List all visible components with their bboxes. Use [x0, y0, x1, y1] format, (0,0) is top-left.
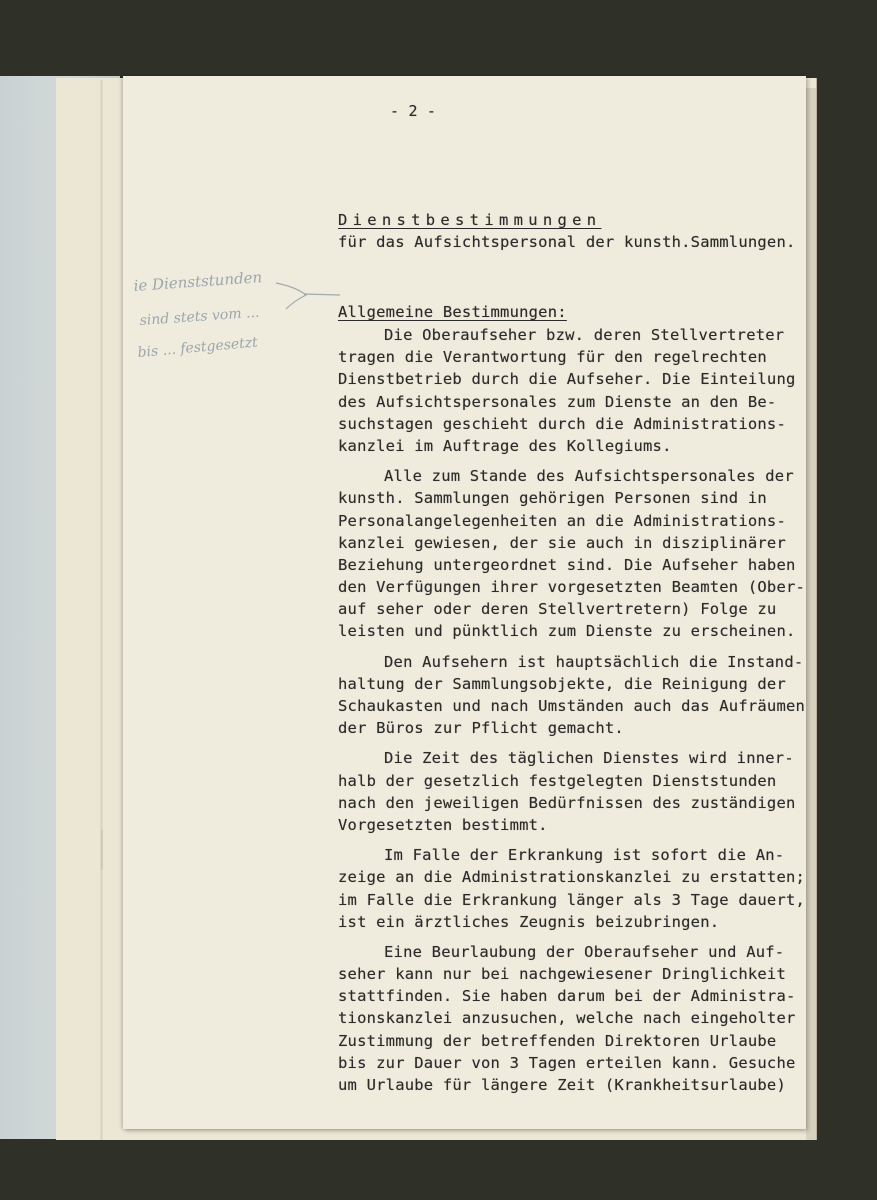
- annotation-ink: [126, 265, 316, 375]
- body-line: haltung der Sammlungsobjekte, die Reinigung der: [338, 674, 786, 693]
- body-line: tionskanzlei anzusuchen, welche nach eingeholter: [338, 1009, 796, 1028]
- body-line: Vorgesetzten bestimmt.: [338, 815, 548, 834]
- body-line: Alle zum Stande des Aufsichtspersonales der: [384, 467, 794, 486]
- annotation-line: ie Dienststunden: [133, 268, 263, 295]
- body-line: Dienstbetrieb durch die Aufseher. Die Einteilung: [338, 370, 796, 389]
- body-line: um Urlaube für längere Zeit (Krankheitsurlaube): [338, 1076, 786, 1094]
- body-line: seher kann nur bei nachgewiesener Dringlichkeit: [338, 965, 786, 984]
- body-line: tragen die Verantwortung für den regelrechten: [338, 348, 767, 367]
- body-line: Personalangelegenheiten an die Administrations-: [338, 511, 786, 530]
- page-right-edge: [806, 88, 816, 1140]
- body-line: den Verfügungen ihrer vorgesetzten Beamten (Ober-: [338, 578, 806, 597]
- body-line: stattfinden. Sie haben darum bei der Administra-: [338, 987, 796, 1006]
- body-line: ist ein ärztliches Zeugnis beizubringen.: [338, 912, 720, 931]
- body-line: Eine Beurlaubung der Oberaufseher und Auf-: [384, 942, 785, 961]
- annotation-line: sind stets vom ...: [139, 304, 260, 329]
- document-heading: Dienstbestimmungen: [338, 211, 602, 229]
- body-line: Schaukasten und nach Umständen auch das Aufräumen: [338, 697, 806, 715]
- document-subheading: für das Aufsichtspersonal der kunsth.Sammlungen.: [338, 233, 796, 251]
- body-line: des Aufsichtspersonales zum Dienste an den Be-: [338, 392, 777, 411]
- body-line: zeige an die Administrationskanzlei zu erstatten;: [338, 868, 806, 887]
- body-line: im Falle die Erkrankung länger als 3 Tage dauert,: [338, 890, 806, 909]
- body-line: Zustimmung der betreffenden Direktoren Urlaube: [338, 1031, 777, 1050]
- handwritten-annotation: [126, 265, 316, 375]
- body-line: bis zur Dauer von 3 Tagen erteilen kann. Gesuche: [338, 1053, 796, 1072]
- body-line: Den Aufsehern ist hauptsächlich die Instand-: [384, 652, 804, 671]
- page-number: - 2 -: [390, 102, 437, 120]
- body-line: halb der gesetzlich festgelegten Dienststunden: [338, 771, 777, 790]
- section-title: Allgemeine Bestimmungen:: [338, 303, 567, 321]
- body-line: nach den jeweiligen Bedürfnissen des zuständigen: [338, 793, 796, 812]
- body-line: Im Falle der Erkrankung ist sofort die An-: [384, 846, 785, 865]
- body-line: Die Zeit des täglichen Dienstes wird inner-: [384, 749, 794, 768]
- body-line: der Büros zur Pflicht gemacht.: [338, 719, 624, 738]
- body-line: kanzlei gewiesen, der sie auch in disziplinärer: [338, 533, 786, 552]
- sheet-fold-line: [100, 80, 103, 1140]
- paper-smudge: [101, 830, 103, 870]
- body-line: leisten und pünktlich zum Dienste zu erscheinen.: [338, 622, 796, 641]
- annotation-arrow-stroke: [276, 283, 306, 309]
- body-line: Beziehung untergeordnet sind. Die Aufseher haben: [338, 555, 796, 574]
- body-line: kunsth. Sammlungen gehörigen Personen sind in: [338, 489, 767, 508]
- body-text: [338, 324, 805, 1096]
- typed-page: [123, 76, 806, 1129]
- body-line: auf seher oder deren Stellvertretern) Folge zu: [338, 600, 777, 619]
- body-line: suchstagen geschieht durch die Administrations-: [338, 414, 786, 433]
- body-line: kanzlei im Auftrage des Kollegiums.: [338, 436, 672, 455]
- body-line: Die Oberaufseher bzw. deren Stellvertreter: [384, 326, 785, 344]
- annotation-line: bis ... festgesetzt: [136, 334, 259, 361]
